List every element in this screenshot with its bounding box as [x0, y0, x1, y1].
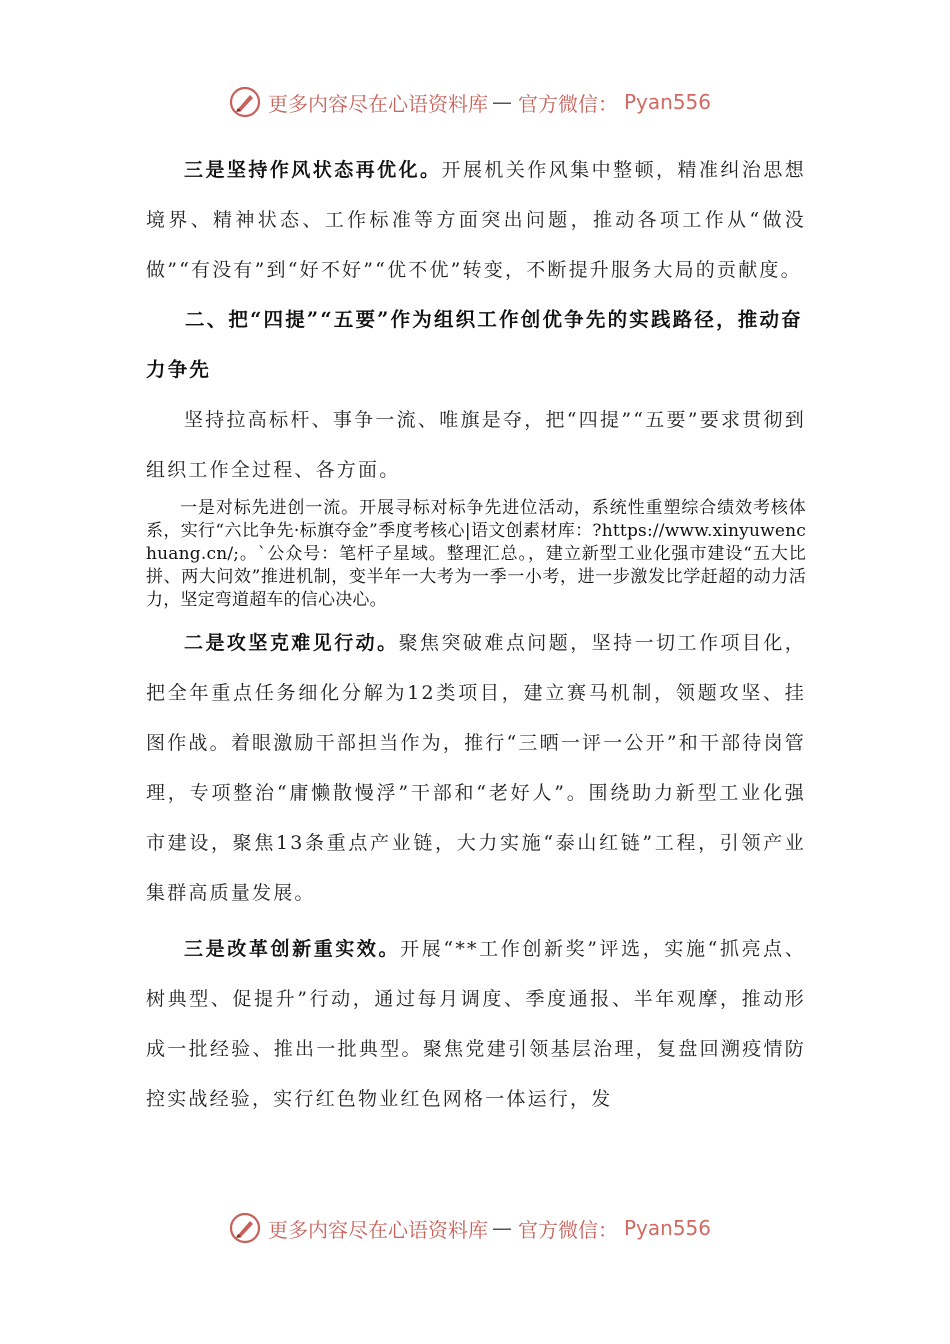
watermark-site-text: 更多内容尽在心语资料库 — [268, 91, 488, 116]
document-body — [146, 145, 806, 1124]
watermark-header — [228, 82, 711, 122]
paragraph-lead: 三是改革创新重实效。 — [184, 938, 401, 960]
paragraph-work-style — [146, 145, 806, 295]
paragraph-tackle-difficulties — [146, 618, 806, 918]
pen-logo-icon — [228, 1211, 262, 1245]
paragraph-text: 开展“**工作创新奖”评选，实施“抓亮点、树典型、促提升”行动，通过每月调度、季度通报、半年观摩，推动形成一批经验、推出一批典型。聚焦党建引领基层治理，复盘回溯疫情防控实战经验，实行红色物业红色网格一体运行，发 — [146, 938, 806, 1110]
paragraph-reform-innovation — [146, 924, 806, 1124]
paragraph-text: 聚焦突破难点问题，坚持一切工作项目化，把全年重点任务细化分解为12类项目，建立赛马机制，领题攻坚、挂图作战。着眼激励干部担当作为，推行“三晒一评一公开”和干部待岗管理，专项整治“庸懒散慢浮”干部和“老好人”。围绕助力新型工业化强市建设，聚焦13条重点产业链，大力实施“泰山红链”工程，引领产业集群高质量发展。 — [146, 632, 806, 904]
paragraph-lead: 三是坚持作风状态再优化。 — [184, 159, 442, 181]
watermark-wechat-id: Pyan556 — [624, 1216, 712, 1240]
watermark-footer — [228, 1208, 711, 1248]
watermark-wechat-label: 官方微信： — [518, 1217, 618, 1242]
watermark-site-text: 更多内容尽在心语资料库 — [268, 1217, 488, 1242]
watermark-separator: — — [492, 90, 512, 114]
pen-logo-icon — [228, 85, 262, 119]
paragraph-benchmark: 一是对标先进创一流。开展寻标对标争先进位活动，系统性重塑综合绩效考核体系，实行“六比争先·标旗夺金”季度考核心|语文创素材库：?https://www.xinyuwenchuang.cn/;。`公众号：笔杆子星域。整理汇总。，建立新型工业化强市建设“五大比拼、两大问效”推进机制，变半年一大考为一季一小考，进一步激发比学赶超的动力活力，坚定弯道超车的信心决心。 — [146, 498, 806, 610]
watermark-separator: — — [492, 1216, 512, 1240]
watermark-wechat-label: 官方微信： — [518, 91, 618, 116]
paragraph-text: 开展机关作风集中整顿，精准纠治思想境界、精神状态、工作标准等方面突出问题，推动各项工作从“做没做”“有没有”到“好不好”“优不优”转变，不断提升服务大局的贡献度。 — [146, 159, 806, 281]
section-heading-2: 二、把“四提”“五要”作为组织工作创优争先的实践路径，推动奋力争先 — [146, 308, 803, 381]
watermark-wechat-id: Pyan556 — [624, 90, 712, 114]
paragraph-standards: 坚持拉高标杆、事争一流、唯旗是夺，把“四提”“五要”要求贯彻到组织工作全过程、各方面。 — [146, 409, 806, 481]
paragraph-lead: 二是攻坚克难见行动。 — [184, 632, 399, 654]
